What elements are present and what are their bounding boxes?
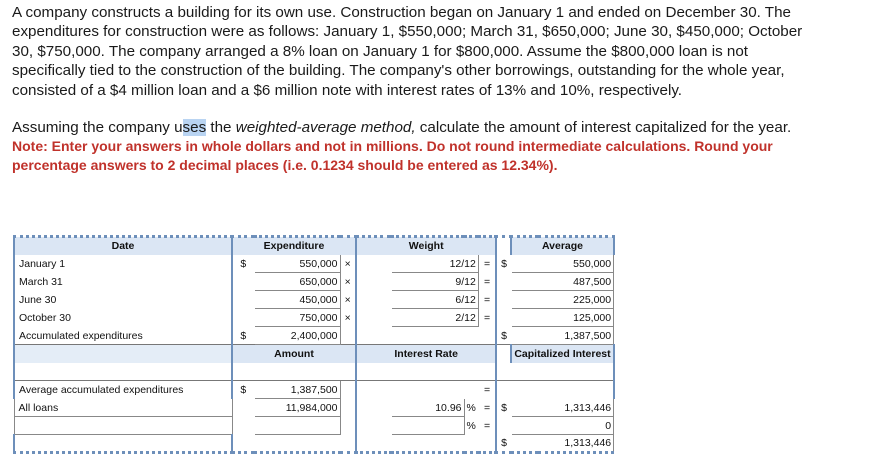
dollar-sign (496, 309, 511, 327)
method-name: weighted-average method, (235, 119, 416, 137)
amount-input[interactable]: 1,387,500 (254, 381, 340, 399)
weighted-average-table (13, 235, 615, 454)
table-row (14, 417, 614, 435)
dollar-sign (496, 417, 511, 435)
table-header-row-2 (14, 345, 614, 363)
accumulated-row (14, 327, 614, 345)
expenditure-input[interactable]: 750,000 (254, 309, 340, 327)
table-row (14, 309, 614, 327)
table-row (14, 399, 614, 417)
equals-sign: = (478, 309, 496, 327)
date-cell: January 1 (14, 255, 232, 273)
dollar-sign: $ (232, 327, 254, 345)
equals-sign: = (478, 417, 496, 435)
header-expenditure: Expenditure (232, 237, 356, 255)
rate-cell (391, 381, 478, 399)
header-average: Average (511, 237, 613, 255)
total-row (14, 435, 614, 453)
header-capitalized-interest: Capitalized Interest (511, 345, 613, 363)
dollar-sign: $ (240, 257, 247, 270)
accumulated-average-input[interactable]: 1,387,500 (511, 327, 613, 345)
table-header-row (14, 237, 614, 255)
expenditure-input[interactable]: 650,000 (254, 273, 340, 291)
table-row (14, 255, 614, 273)
amount-input[interactable] (254, 417, 340, 435)
weight-input[interactable]: 6/12 (391, 291, 478, 309)
total-capitalized-input[interactable]: 1,313,446 (511, 435, 613, 453)
dollar-sign: $ (501, 401, 508, 414)
dollar-sign (232, 399, 254, 417)
table-row (14, 381, 614, 399)
header-amount: Amount (232, 345, 356, 363)
weight-input[interactable]: 9/12 (391, 273, 478, 291)
capitalized-input[interactable]: 1,313,446 (511, 399, 613, 417)
date-cell: June 30 (14, 291, 232, 309)
equals-sign: = (478, 291, 496, 309)
equals-sign: = (478, 381, 496, 399)
times-sign: × (340, 273, 356, 291)
weight-input[interactable]: 12/12 (391, 255, 478, 273)
dollar-sign: $ (240, 383, 247, 396)
equals-sign: = (478, 273, 496, 291)
percent-sign: % (466, 401, 476, 414)
row-label-input[interactable] (14, 417, 232, 435)
capitalized-cell (511, 381, 613, 399)
average-input[interactable]: 225,000 (511, 291, 613, 309)
question-paragraph-1: A company constructs a building for its own use. Construction began on January 1 and ended on December 30. The expenditures for construction were as follows: January 1, $550,000; March 31, $650,000; June 30, $450,000; October 30, $750,000. The company arranged a 8% loan on January 1 for $800,000. Assume the $800,000 loan is not specifically tied to the construction of the building. The company's other borrowings, outstanding for the whole year, consisted of a $4 million loan and a $6 million note with interest rates of 13% and 10%, respectively. (12, 4, 803, 99)
dollar-sign: $ (496, 435, 511, 453)
dollar-sign (232, 309, 254, 327)
equals-sign: = (478, 399, 496, 417)
dollar-sign (496, 381, 511, 399)
header-date: Date (14, 237, 232, 255)
average-input[interactable]: 487,500 (511, 273, 613, 291)
row-label-input[interactable]: All loans (14, 399, 232, 417)
times-sign: × (340, 291, 356, 309)
average-input[interactable]: 125,000 (511, 309, 613, 327)
accumulated-expenditure-input[interactable]: 2,400,000 (254, 327, 340, 345)
date-cell: March 31 (14, 273, 232, 291)
date-cell: October 30 (14, 309, 232, 327)
average-input[interactable]: 550,000 (511, 255, 613, 273)
table-row (14, 291, 614, 309)
times-sign: × (340, 255, 356, 273)
accumulated-label: Accumulated expenditures (14, 327, 232, 345)
dollar-sign: $ (501, 257, 508, 270)
dollar-sign (232, 273, 254, 291)
dollar-sign (232, 291, 254, 309)
instruction-note: Note: Enter your answers in whole dollars and not in millions. Do not round intermediate calculations. Round your percentage answers to 2 decimal places (i.e. 0.1234 should be entered as 12.34%). (12, 138, 773, 174)
times-sign: × (340, 309, 356, 327)
question-paragraph-2: Assuming the company uses the weighted-average method, calculate the amount of interest capitalized for the year. (12, 119, 792, 137)
header-interest-rate: Interest Rate (356, 345, 496, 363)
question-text (12, 3, 812, 175)
rate-input[interactable] (391, 417, 464, 435)
table-row (14, 273, 614, 291)
expenditure-input[interactable]: 550,000 (254, 255, 340, 273)
dollar-sign (232, 417, 254, 435)
dollar-sign: $ (496, 327, 511, 345)
rate-input[interactable]: 10.96 (391, 399, 464, 417)
dollar-sign (496, 291, 511, 309)
highlighted-text: ses (182, 119, 207, 137)
expenditure-input[interactable]: 450,000 (254, 291, 340, 309)
equals-sign: = (478, 255, 496, 273)
amount-input[interactable]: 11,984,000 (254, 399, 340, 417)
capitalized-input[interactable]: 0 (511, 417, 613, 435)
weight-input[interactable]: 2/12 (391, 309, 478, 327)
row-label: Average accumulated expenditures (14, 381, 232, 399)
header-weight: Weight (356, 237, 496, 255)
dollar-sign (496, 273, 511, 291)
percent-sign: % (466, 419, 476, 432)
